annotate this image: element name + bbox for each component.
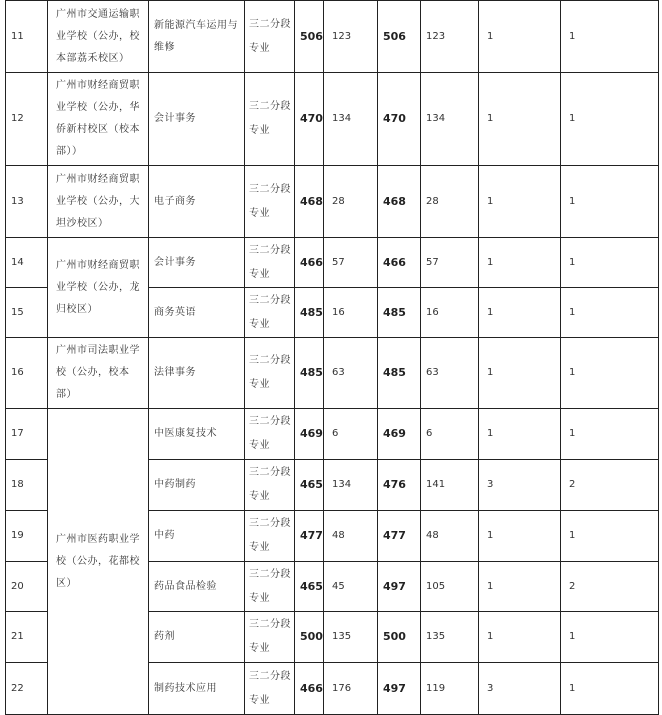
row-number: 16 [6, 338, 48, 409]
min-score: 485 [295, 288, 324, 338]
plan-count: 3 [479, 663, 561, 715]
school-name: 广州市交通运输职业学校（公办，校本部荔禾校区） [48, 1, 149, 73]
max-score: 485 [378, 338, 421, 409]
min-rank: 48 [324, 511, 378, 562]
row-number: 13 [6, 166, 48, 238]
table-row [6, 238, 659, 288]
min-score: 470 [295, 73, 324, 166]
max-score: 497 [378, 663, 421, 715]
program-type: 三二分段专业 [245, 663, 295, 715]
row-number: 11 [6, 1, 48, 73]
row-number: 15 [6, 288, 48, 338]
admitted-count: 1 [561, 73, 659, 166]
admitted-count: 2 [561, 460, 659, 511]
school-name: 广州市司法职业学校（公办，校本部） [48, 338, 149, 409]
max-score: 468 [378, 166, 421, 238]
major-name: 中医康复技术 [149, 409, 245, 460]
max-score: 477 [378, 511, 421, 562]
row-number: 19 [6, 511, 48, 562]
major-name: 电子商务 [149, 166, 245, 238]
min-score: 468 [295, 166, 324, 238]
admitted-count: 2 [561, 562, 659, 612]
row-number: 18 [6, 460, 48, 511]
program-type: 三二分段专业 [245, 460, 295, 511]
row-number: 20 [6, 562, 48, 612]
program-type: 三二分段专业 [245, 1, 295, 73]
min-score: 466 [295, 238, 324, 288]
plan-count: 1 [479, 409, 561, 460]
program-type: 三二分段专业 [245, 511, 295, 562]
admitted-count: 1 [561, 166, 659, 238]
max-rank: 16 [421, 288, 479, 338]
program-type: 三二分段专业 [245, 166, 295, 238]
min-rank: 6 [324, 409, 378, 460]
admission-score-table [5, 0, 659, 715]
max-rank: 123 [421, 1, 479, 73]
min-score: 485 [295, 338, 324, 409]
major-name: 商务英语 [149, 288, 245, 338]
max-rank: 63 [421, 338, 479, 409]
program-type: 三二分段专业 [245, 562, 295, 612]
row-number: 12 [6, 73, 48, 166]
min-rank: 123 [324, 1, 378, 73]
min-score: 506 [295, 1, 324, 73]
plan-count: 1 [479, 166, 561, 238]
max-score: 506 [378, 1, 421, 73]
max-rank: 119 [421, 663, 479, 715]
table-row [6, 338, 659, 409]
min-rank: 28 [324, 166, 378, 238]
major-name: 中药制药 [149, 460, 245, 511]
major-name: 会计事务 [149, 238, 245, 288]
school-name: 广州市财经商贸职业学校（公办，大坦沙校区） [48, 166, 149, 238]
program-type: 三二分段专业 [245, 73, 295, 166]
plan-count: 1 [479, 338, 561, 409]
table-row [6, 1, 659, 73]
max-rank: 57 [421, 238, 479, 288]
min-rank: 45 [324, 562, 378, 612]
max-score: 485 [378, 288, 421, 338]
min-rank: 135 [324, 612, 378, 663]
min-rank: 176 [324, 663, 378, 715]
max-score: 469 [378, 409, 421, 460]
plan-count: 1 [479, 73, 561, 166]
school-name: 广州市财经商贸职业学校（公办，华侨新村校区（校本部）） [48, 73, 149, 166]
admitted-count: 1 [561, 1, 659, 73]
row-number: 22 [6, 663, 48, 715]
major-name: 药品食品检验 [149, 562, 245, 612]
plan-count: 1 [479, 238, 561, 288]
min-rank: 57 [324, 238, 378, 288]
school-name: 广州市财经商贸职业学校（公办，龙归校区） [48, 238, 149, 338]
max-rank: 48 [421, 511, 479, 562]
min-rank: 134 [324, 460, 378, 511]
min-rank: 16 [324, 288, 378, 338]
min-score: 469 [295, 409, 324, 460]
min-score: 465 [295, 562, 324, 612]
program-type: 三二分段专业 [245, 238, 295, 288]
max-rank: 141 [421, 460, 479, 511]
max-rank: 28 [421, 166, 479, 238]
major-name: 新能源汽车运用与维修 [149, 1, 245, 73]
admitted-count: 1 [561, 612, 659, 663]
major-name: 制药技术应用 [149, 663, 245, 715]
min-rank: 63 [324, 338, 378, 409]
max-score: 497 [378, 562, 421, 612]
school-name: 广州市医药职业学校（公办，花都校区） [48, 409, 149, 715]
plan-count: 1 [479, 612, 561, 663]
major-name: 法律事务 [149, 338, 245, 409]
min-rank: 134 [324, 73, 378, 166]
max-score: 466 [378, 238, 421, 288]
plan-count: 3 [479, 460, 561, 511]
max-score: 470 [378, 73, 421, 166]
max-score: 500 [378, 612, 421, 663]
table-row [6, 409, 659, 460]
table-row [6, 73, 659, 166]
min-score: 500 [295, 612, 324, 663]
admitted-count: 1 [561, 663, 659, 715]
min-score: 477 [295, 511, 324, 562]
plan-count: 1 [479, 1, 561, 73]
max-rank: 6 [421, 409, 479, 460]
max-rank: 105 [421, 562, 479, 612]
program-type: 三二分段专业 [245, 409, 295, 460]
admitted-count: 1 [561, 288, 659, 338]
plan-count: 1 [479, 511, 561, 562]
program-type: 三二分段专业 [245, 288, 295, 338]
table-row [6, 166, 659, 238]
major-name: 会计事务 [149, 73, 245, 166]
row-number: 21 [6, 612, 48, 663]
admitted-count: 1 [561, 238, 659, 288]
plan-count: 1 [479, 562, 561, 612]
major-name: 药剂 [149, 612, 245, 663]
program-type: 三二分段专业 [245, 612, 295, 663]
admitted-count: 1 [561, 409, 659, 460]
row-number: 17 [6, 409, 48, 460]
max-score: 476 [378, 460, 421, 511]
min-score: 466 [295, 663, 324, 715]
max-rank: 135 [421, 612, 479, 663]
program-type: 三二分段专业 [245, 338, 295, 409]
admitted-count: 1 [561, 338, 659, 409]
row-number: 14 [6, 238, 48, 288]
major-name: 中药 [149, 511, 245, 562]
min-score: 465 [295, 460, 324, 511]
max-rank: 134 [421, 73, 479, 166]
admitted-count: 1 [561, 511, 659, 562]
plan-count: 1 [479, 288, 561, 338]
